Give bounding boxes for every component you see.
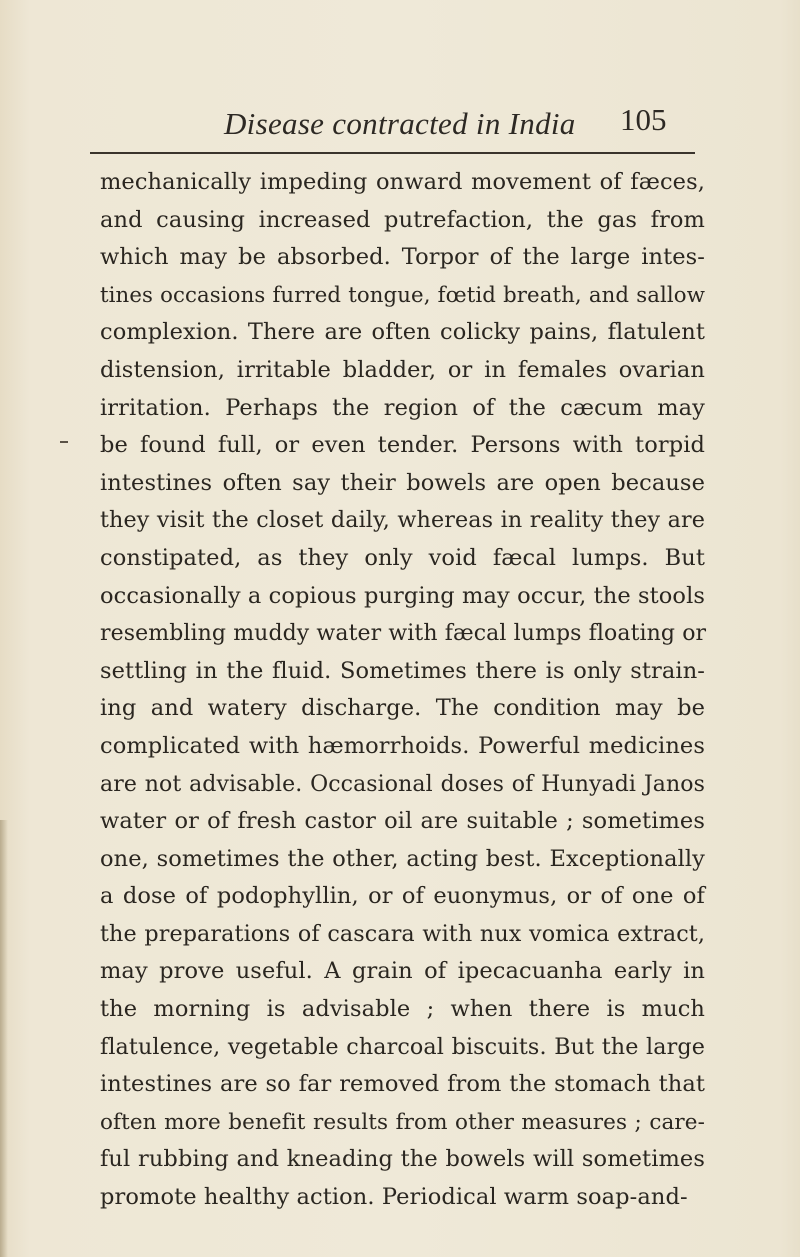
text-line: be found full, or even tender. Persons with torpid xyxy=(100,432,705,459)
margin-mark xyxy=(60,441,68,443)
text-line: resembling muddy water with fæcal lumps floating or xyxy=(100,621,707,647)
page-edge-shadow xyxy=(0,820,8,1257)
text-line: ing and watery discharge. The condition may be xyxy=(100,695,705,722)
text-line: are not advisable. Occasional doses of Hunyadi Janos xyxy=(100,771,705,797)
text-line: a dose of podophyllin, or of euonymus, or of one of xyxy=(100,883,705,910)
page-number: 105 xyxy=(620,102,667,137)
header-rule xyxy=(90,152,695,154)
text-line: occasionally a copious purging may occur, the stools xyxy=(100,582,706,609)
text-line: complicated with hæmorrhoids. Powerful medicines xyxy=(100,732,705,759)
text-line: settling in the fluid. Sometimes there is only strain- xyxy=(100,657,705,684)
text-line: complexion. There are often colicky pains, flatulent xyxy=(100,319,705,346)
text-line: distension, irritable bladder, or in females ovarian xyxy=(100,356,705,383)
text-line: irritation. Perhaps the region of the cæcum may xyxy=(100,394,705,421)
text-line: which may be absorbed. Torpor of the large intes- xyxy=(100,244,705,271)
text-line: mechanically impeding onward movement of fæces, xyxy=(100,169,705,195)
text-line: intestines are so far removed from the stomach that xyxy=(100,1071,705,1098)
text-line: one, sometimes the other, acting best. Exceptionally xyxy=(100,845,705,872)
text-line: intestines often say their bowels are open because xyxy=(100,469,705,496)
text-line: they visit the closet daily, whereas in reality they are xyxy=(100,507,705,534)
text-line: may prove useful. A grain of ipecacuanha early in xyxy=(100,958,705,985)
text-line: water or of fresh castor oil are suitable ; sometimes xyxy=(100,808,705,835)
text-line: the morning is advisable ; when there is much xyxy=(100,996,705,1023)
text-line: flatulence, vegetable charcoal biscuits. But the large xyxy=(100,1033,705,1060)
running-header xyxy=(0,96,800,146)
text-line: ful rubbing and kneading the bowels will sometimes xyxy=(100,1146,705,1173)
text-line: constipated, as they only void fæcal lumps. But xyxy=(100,544,705,571)
text-line: promote healthy action. Periodical warm soap-and- xyxy=(100,1184,688,1211)
body-text xyxy=(100,164,710,1217)
text-line: often more benefit results from other measures ; care- xyxy=(100,1109,705,1135)
text-line: tines occasions furred tongue, fœtid breath, and sallow xyxy=(100,282,705,308)
text-line: and causing increased putrefaction, the gas from xyxy=(100,206,705,233)
text-line: the preparations of cascara with nux vomica extract, xyxy=(100,920,705,947)
running-title: Disease contracted in India xyxy=(224,106,576,141)
